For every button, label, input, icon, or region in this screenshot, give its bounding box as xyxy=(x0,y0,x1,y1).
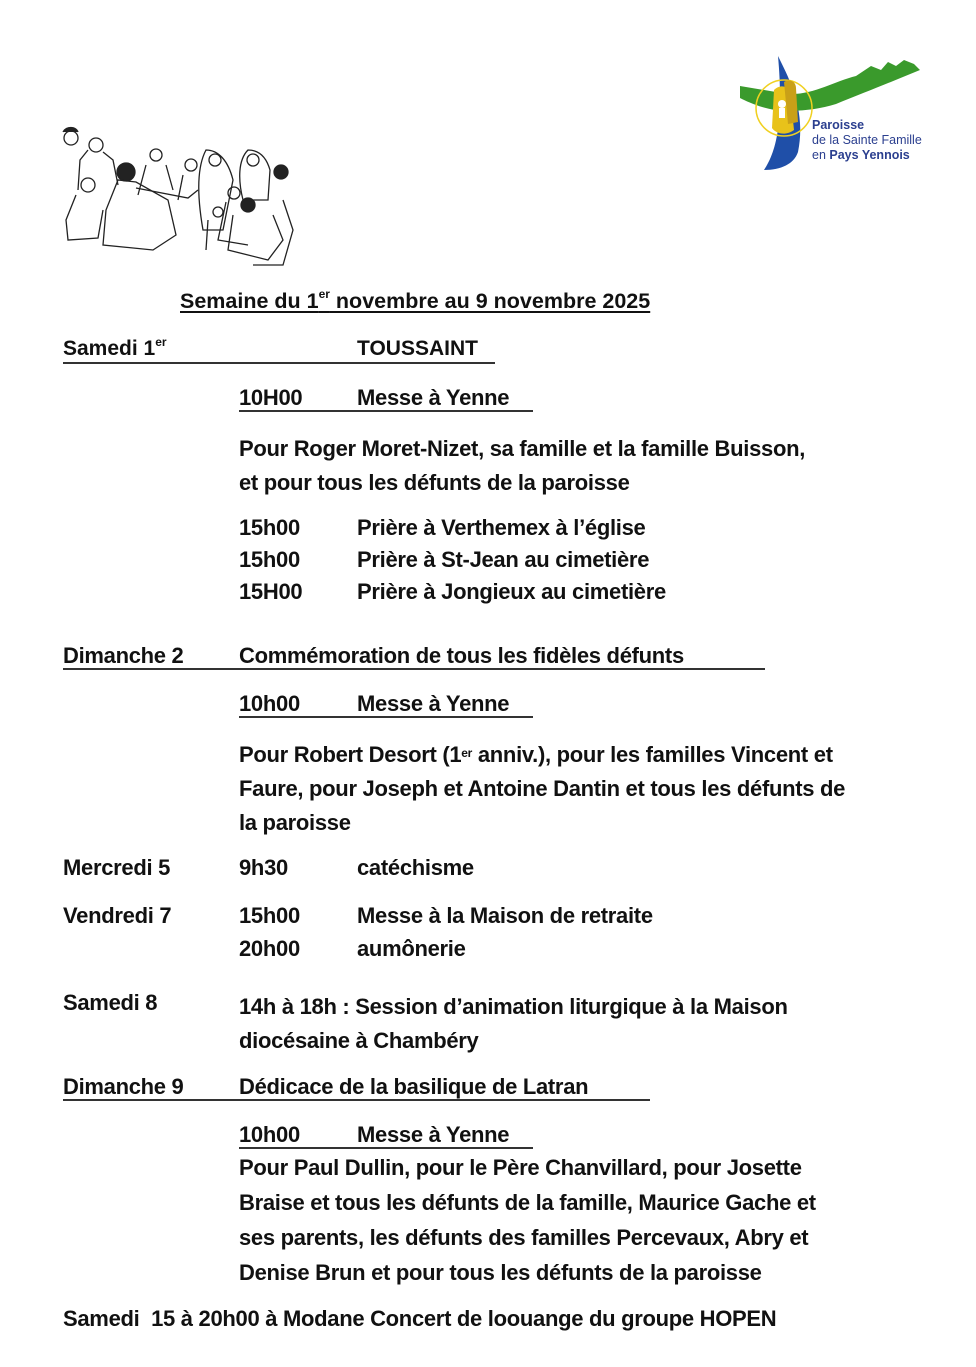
prayer-time: 15h00 xyxy=(239,547,300,572)
illustration xyxy=(58,120,303,270)
dimanche9-mass xyxy=(239,1122,533,1149)
vendredi7-day: Vendredi 7 xyxy=(63,903,172,928)
samedi1-intention-line-1: Pour Roger Moret-Nizet, sa famille et la famille Buisson, xyxy=(239,436,806,461)
dimanche9-day: Dimanche 9 xyxy=(63,1074,184,1099)
dimanche2-mass xyxy=(239,691,533,718)
prayer-item xyxy=(239,576,799,608)
prayer-item xyxy=(239,544,799,576)
samedi1-mass-time: 10H00 xyxy=(239,385,303,410)
dimanche2-mass-time: 10h00 xyxy=(239,691,300,716)
mercredi5-row xyxy=(63,855,663,885)
logo-line-1: Paroisse xyxy=(812,118,865,132)
mercredi5-label: catéchisme xyxy=(357,855,474,880)
dimanche9-intention-line-3: ses parents, les défunts des familles Percevaux, Abry et xyxy=(239,1225,809,1250)
event-label: aumônerie xyxy=(357,936,466,961)
week-title xyxy=(180,289,650,314)
logo-line-3 xyxy=(812,148,922,163)
samedi1-prayers xyxy=(239,512,799,608)
dimanche2-header xyxy=(63,643,765,670)
dimanche2-intention xyxy=(239,738,845,840)
samedi8-block xyxy=(63,990,923,1060)
vendredi7-block xyxy=(63,903,763,973)
dimanche2-mass-label: Messe à Yenne xyxy=(357,691,510,716)
event-label: Messe à la Maison de retraite xyxy=(357,903,653,928)
prayer-label: Prière à Verthemex à l’église xyxy=(357,515,646,540)
prayer-label: Prière à Jongieux au cimetière xyxy=(357,579,666,604)
mercredi5-time: 9h30 xyxy=(239,855,288,880)
parish-logo xyxy=(736,52,926,177)
samedi1-intention xyxy=(239,432,805,500)
dimanche9-intention xyxy=(239,1150,816,1290)
event-time: 20h00 xyxy=(239,936,300,961)
samedi8-day: Samedi 8 xyxy=(63,990,158,1015)
samedi1-feast: TOUSSAINT xyxy=(357,337,478,360)
dimanche9-feast: Dédicace de la basilique de Latran xyxy=(239,1074,589,1099)
samedi8-line-1: 14h à 18h : Session d’animation liturgique à la Maison xyxy=(239,994,788,1019)
prayer-item xyxy=(239,512,799,544)
prayer-label: Prière à St-Jean au cimetière xyxy=(357,547,650,572)
dimanche2-intention-line-3: la paroisse xyxy=(239,810,351,835)
dimanche2-intention-line-2: Faure, pour Joseph et Antoine Dantin et tous les défunts de xyxy=(239,776,846,801)
dimanche9-intention-line-2: Braise et tous les défunts de la famille, Maurice Gache et xyxy=(239,1190,816,1215)
dimanche2-feast: Commémoration de tous les fidèles défunts xyxy=(239,643,684,668)
dimanche9-intention-line-1: Pour Paul Dullin, pour le Père Chanvillard, pour Josette xyxy=(239,1155,802,1180)
samedi1-header xyxy=(63,337,495,364)
week-title-text: Semaine du 1er novembre au 9 novembre 2025 xyxy=(180,287,651,313)
samedi1-intention-line-2: et pour tous les défunts de la paroisse xyxy=(239,470,630,495)
dimanche9-mass-time: 10h00 xyxy=(239,1122,300,1147)
logo-line-2: de la Sainte Famille xyxy=(812,133,922,147)
dimanche9-intention-line-4: Denise Brun et pour tous les défunts de la paroisse xyxy=(239,1260,762,1285)
samedi1-mass-label: Messe à Yenne xyxy=(357,385,510,410)
dimanche2-intention-line-1: Pour Robert Desort (1er anniv.), pour les familles Vincent et xyxy=(239,742,833,767)
dimanche9-header xyxy=(63,1074,650,1101)
dimanche2-day: Dimanche 2 xyxy=(63,643,184,668)
prayer-time: 15H00 xyxy=(239,579,303,604)
footer-concert: Samedi 15 à 20h00 à Modane Concert de loouange du groupe HOPEN xyxy=(63,1306,777,1331)
jesus-with-crowd-drawing-icon xyxy=(58,120,303,270)
prayer-time: 15h00 xyxy=(239,515,300,540)
samedi1-mass xyxy=(239,385,533,412)
logo-line-3-bold: Pays Yennois xyxy=(829,148,910,162)
dimanche9-mass-label: Messe à Yenne xyxy=(357,1122,510,1147)
samedi1-day: Samedi 1er xyxy=(63,335,167,360)
event-time: 15h00 xyxy=(239,903,300,928)
logo-line-3-prefix: en xyxy=(812,148,830,162)
samedi8-line-2: diocésaine à Chambéry xyxy=(239,1028,479,1053)
mercredi5-day: Mercredi 5 xyxy=(63,855,171,880)
